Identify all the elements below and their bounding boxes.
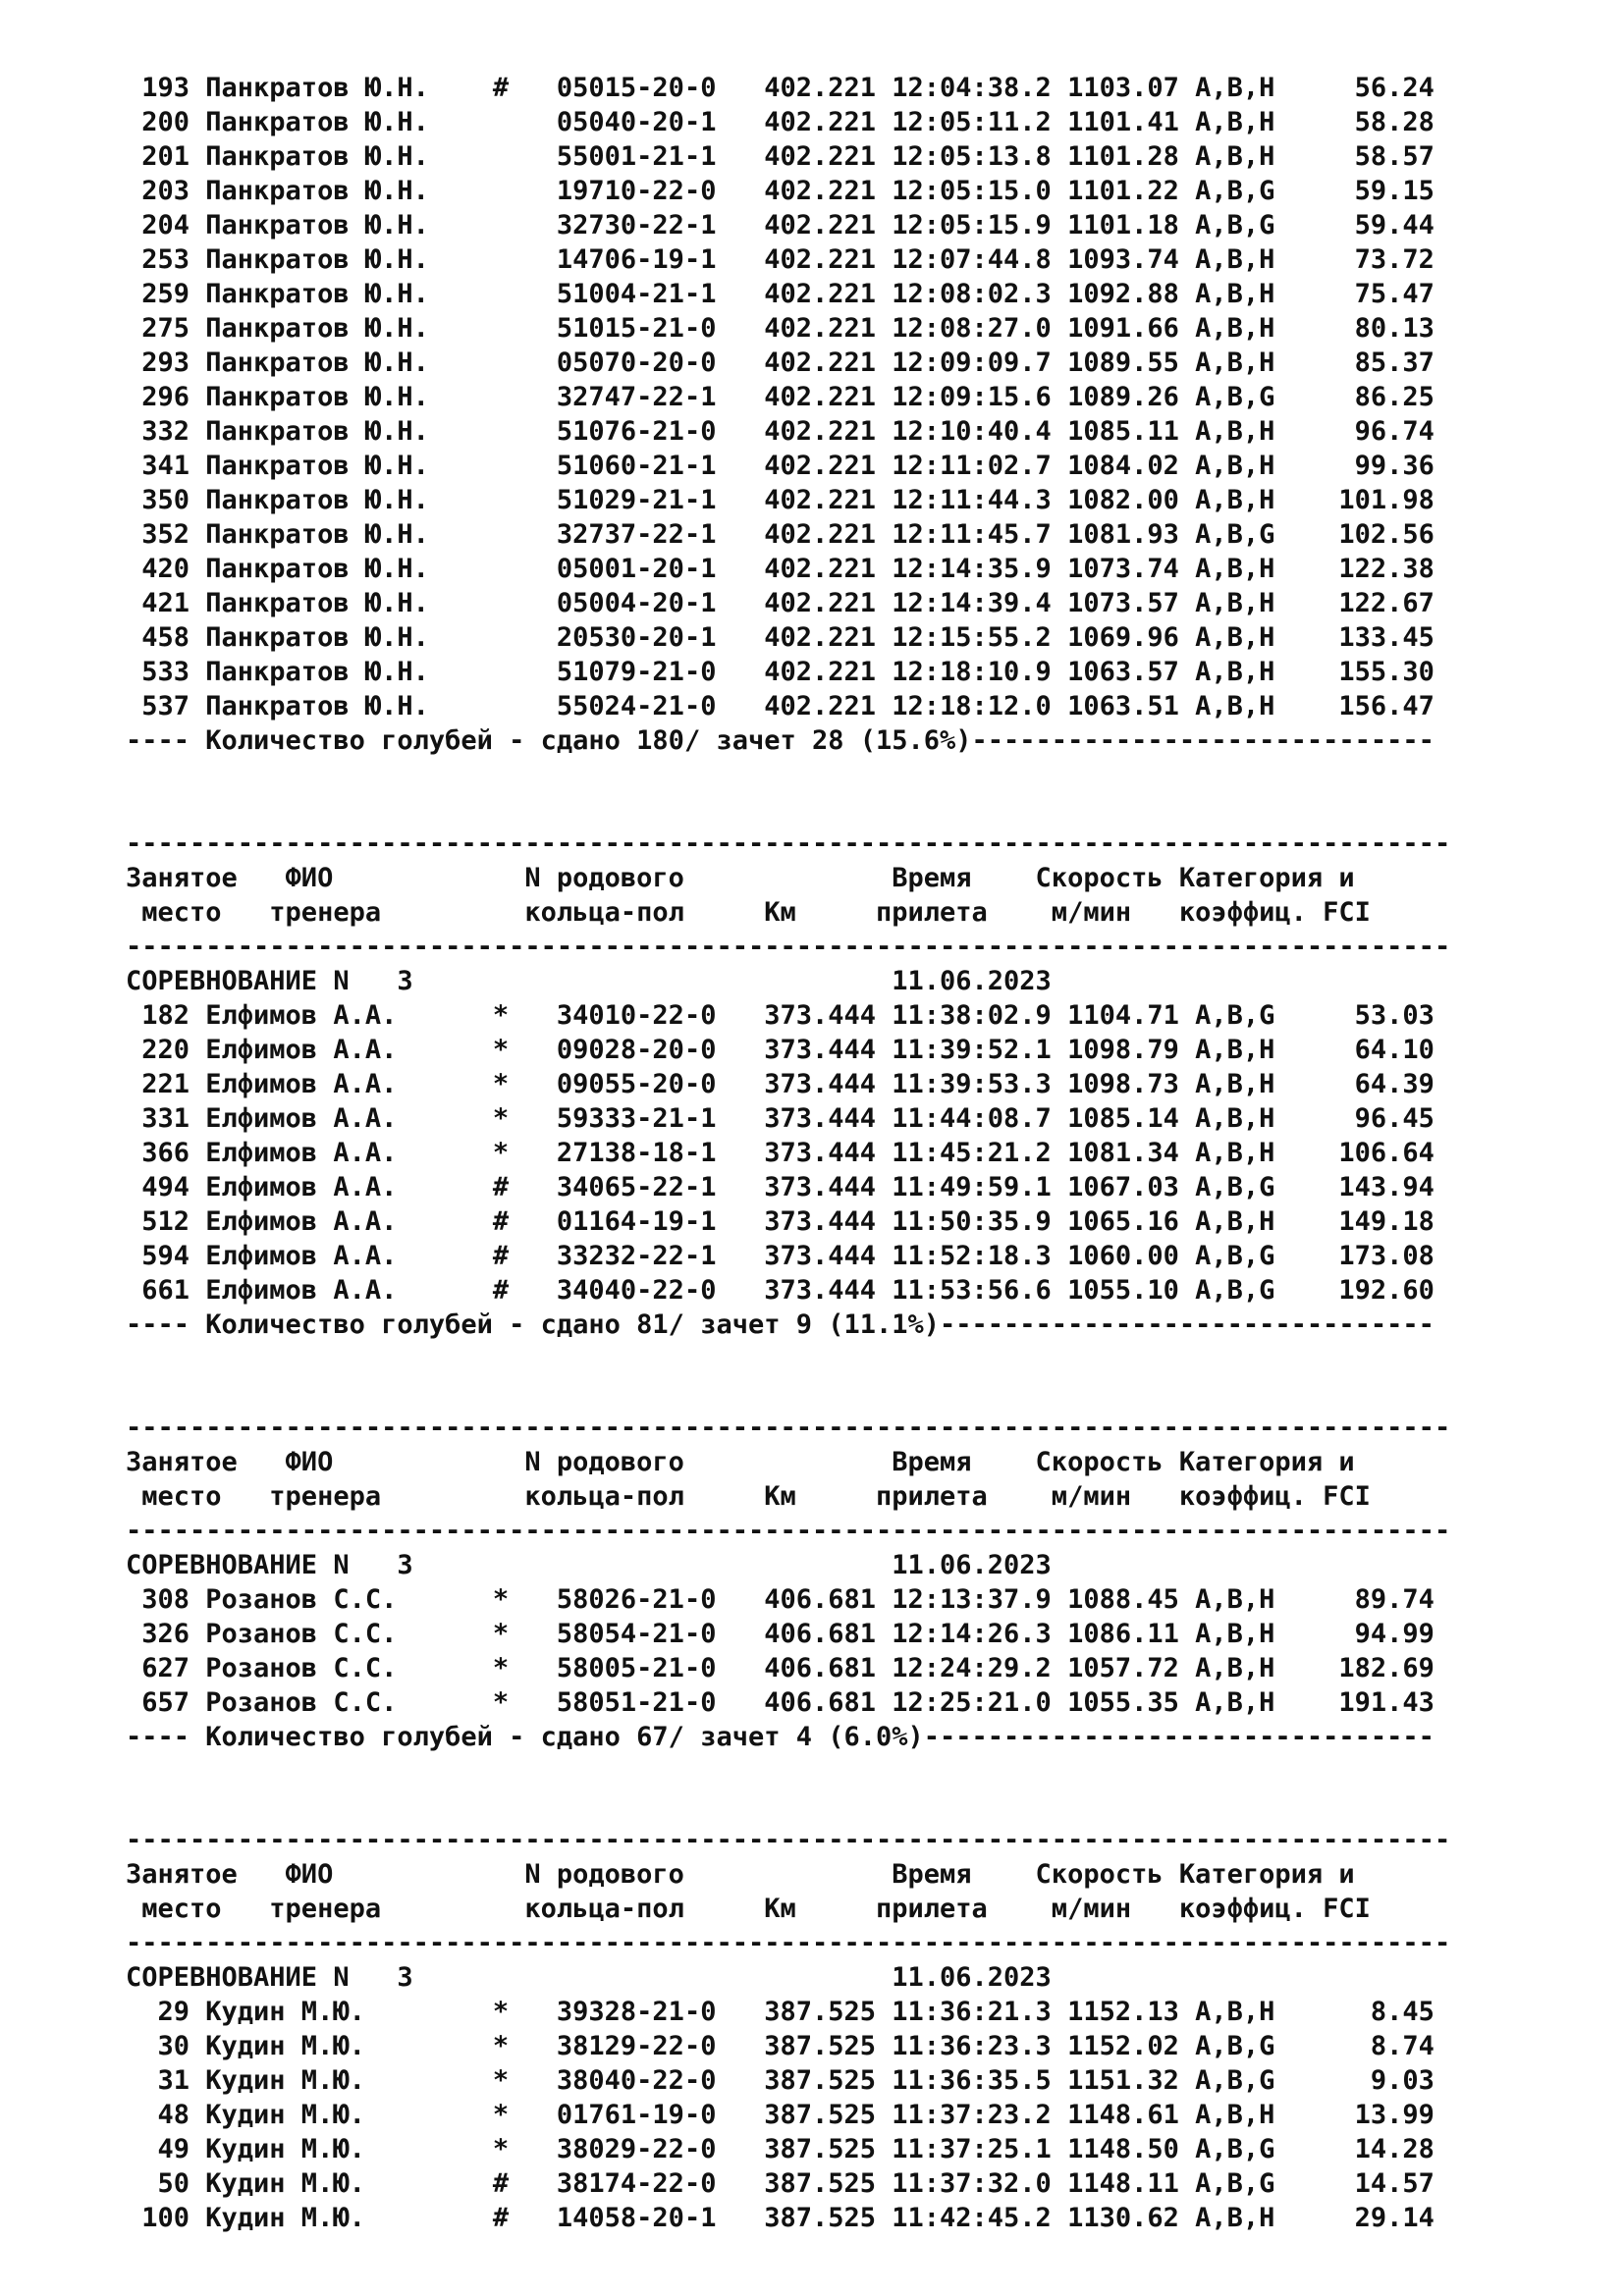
result-row: 31 Кудин М.Ю. * 38040-22-0 387.525 11:36:35.5 1151.32 A,B,G 9.03	[126, 2065, 1435, 2096]
result-row: 221 Елфимов А.А. * 09055-20-0 373.444 11:39:53.3 1098.73 A,B,H 64.39	[126, 1069, 1435, 1099]
result-row: 259 Панкратов Ю.Н. 51004-21-1 402.221 12:08:02.3 1092.88 A,B,H 75.47	[126, 279, 1435, 309]
result-row: 537 Панкратов Ю.Н. 55024-21-0 402.221 12:18:12.0 1063.51 A,B,H 156.47	[126, 691, 1435, 721]
result-row: 627 Розанов С.С. * 58005-21-0 406.681 12:24:29.2 1057.72 A,B,H 182.69	[126, 1653, 1435, 1683]
result-row: 594 Елфимов А.А. # 33232-22-1 373.444 11:52:18.3 1060.00 A,B,G 173.08	[126, 1241, 1435, 1271]
header-line: Занятое ФИО N родового Время Скорость Категория и	[126, 863, 1355, 893]
summary-line: ---- Количество голубей - сдано 67/ зачет 4 (6.0%)--------------------------------	[126, 1722, 1435, 1752]
result-row: 220 Елфимов А.А. * 09028-20-0 373.444 11:39:52.1 1098.79 A,B,H 64.10	[126, 1035, 1435, 1065]
summary-line: ---- Количество голубей - сдано 180/ зачет 28 (15.6%)-----------------------------	[126, 725, 1435, 756]
header-rule: -----------------------------------------------------------------------------------	[126, 1825, 1451, 1855]
result-row: 50 Кудин М.Ю. # 38174-22-0 387.525 11:37:32.0 1148.11 A,B,G 14.57	[126, 2168, 1435, 2199]
result-row: 296 Панкратов Ю.Н. 32747-22-1 402.221 12:09:15.6 1089.26 A,B,G 86.25	[126, 382, 1435, 412]
result-row: 308 Розанов С.С. * 58026-21-0 406.681 12:13:37.9 1088.45 A,B,H 89.74	[126, 1584, 1435, 1615]
result-row: 49 Кудин М.Ю. * 38029-22-0 387.525 11:37:25.1 1148.50 A,B,G 14.28	[126, 2134, 1435, 2164]
competition-line: СОРЕВНОВАНИЕ N 3 11.06.2023	[126, 966, 1052, 996]
result-row: 494 Елфимов А.А. # 34065-22-1 373.444 11:49:59.1 1067.03 A,B,G 143.94	[126, 1172, 1435, 1202]
result-row: 657 Розанов С.С. * 58051-21-0 406.681 12:25:21.0 1055.35 A,B,H 191.43	[126, 1687, 1435, 1718]
result-row: 352 Панкратов Ю.Н. 32737-22-1 402.221 12:11:45.7 1081.93 A,B,G 102.56	[126, 519, 1435, 550]
header-line: Занятое ФИО N родового Время Скорость Категория и	[126, 1447, 1355, 1477]
result-row: 100 Кудин М.Ю. # 14058-20-1 387.525 11:42:45.2 1130.62 A,B,H 29.14	[126, 2203, 1435, 2233]
result-row: 30 Кудин М.Ю. * 38129-22-0 387.525 11:36:23.3 1152.02 A,B,G 8.74	[126, 2031, 1435, 2061]
result-row: 331 Елфимов А.А. * 59333-21-1 373.444 11:44:08.7 1085.14 A,B,H 96.45	[126, 1103, 1435, 1134]
spacer	[126, 792, 1450, 827]
result-row: 661 Елфимов А.А. # 34040-22-0 373.444 11:53:56.6 1055.10 A,B,G 192.60	[126, 1275, 1435, 1306]
header-rule: -----------------------------------------------------------------------------------	[126, 1413, 1451, 1443]
result-row: 420 Панкратов Ю.Н. 05001-20-1 402.221 12:14:35.9 1073.74 A,B,H 122.38	[126, 554, 1435, 584]
header-line: место тренера кольца-пол Км прилета м/мин коэффиц. FCI	[126, 1894, 1371, 1924]
summary-line: ---- Количество голубей - сдано 81/ зачет 9 (11.1%)-------------------------------	[126, 1309, 1435, 1340]
result-row: 350 Панкратов Ю.Н. 51029-21-1 402.221 12:11:44.3 1082.00 A,B,H 101.98	[126, 485, 1435, 515]
result-row: 193 Панкратов Ю.Н. # 05015-20-0 402.221 12:04:38.2 1103.07 A,B,H 56.24	[126, 73, 1435, 103]
result-row: 293 Панкратов Ю.Н. 05070-20-0 402.221 12:09:09.7 1089.55 A,B,H 85.37	[126, 347, 1435, 378]
result-row: 366 Елфимов А.А. * 27138-18-1 373.444 11:45:21.2 1081.34 A,B,H 106.64	[126, 1138, 1435, 1168]
spacer	[126, 1754, 1450, 1789]
result-row: 29 Кудин М.Ю. * 39328-21-0 387.525 11:36:21.3 1152.13 A,B,H 8.45	[126, 1997, 1435, 2027]
result-row: 341 Панкратов Ю.Н. 51060-21-1 402.221 12:11:02.7 1084.02 A,B,H 99.36	[126, 451, 1435, 481]
result-row: 200 Панкратов Ю.Н. 05040-20-1 402.221 12:05:11.2 1101.41 A,B,H 58.28	[126, 107, 1435, 137]
result-row: 332 Панкратов Ю.Н. 51076-21-0 402.221 12:10:40.4 1085.11 A,B,H 96.74	[126, 416, 1435, 447]
spacer	[126, 758, 1450, 792]
header-rule: -----------------------------------------------------------------------------------	[126, 1516, 1451, 1546]
header-rule: -----------------------------------------------------------------------------------	[126, 828, 1451, 859]
spacer	[126, 1342, 1450, 1376]
result-row: 182 Елфимов А.А. * 34010-22-0 373.444 11:38:02.9 1104.71 A,B,G 53.03	[126, 1000, 1435, 1031]
result-row: 533 Панкратов Ю.Н. 51079-21-0 402.221 12:18:10.9 1063.57 A,B,H 155.30	[126, 657, 1435, 687]
result-row: 253 Панкратов Ю.Н. 14706-19-1 402.221 12:07:44.8 1093.74 A,B,H 73.72	[126, 244, 1435, 275]
header-line: место тренера кольца-пол Км прилета м/мин коэффиц. FCI	[126, 1481, 1371, 1512]
spacer	[126, 1789, 1450, 1823]
header-line: Занятое ФИО N родового Время Скорость Категория и	[126, 1859, 1355, 1890]
result-row: 204 Панкратов Ю.Н. 32730-22-1 402.221 12:05:15.9 1101.18 A,B,G 59.44	[126, 210, 1435, 240]
header-line: место тренера кольца-пол Км прилета м/мин коэффиц. FCI	[126, 897, 1371, 928]
result-row: 421 Панкратов Ю.Н. 05004-20-1 402.221 12:14:39.4 1073.57 A,B,H 122.67	[126, 588, 1435, 618]
spacer	[126, 1376, 1450, 1411]
header-rule: -----------------------------------------------------------------------------------	[126, 932, 1451, 962]
result-row: 201 Панкратов Ю.Н. 55001-21-1 402.221 12:05:13.8 1101.28 A,B,H 58.57	[126, 141, 1435, 172]
header-rule: -----------------------------------------------------------------------------------	[126, 1928, 1451, 1958]
result-row: 512 Елфимов А.А. # 01164-19-1 373.444 11:50:35.9 1065.16 A,B,H 149.18	[126, 1206, 1435, 1237]
result-row: 458 Панкратов Ю.Н. 20530-20-1 402.221 12:15:55.2 1069.96 A,B,H 133.45	[126, 622, 1435, 653]
competition-line: СОРЕВНОВАНИЕ N 3 11.06.2023	[126, 1550, 1052, 1580]
result-row: 275 Панкратов Ю.Н. 51015-21-0 402.221 12:08:27.0 1091.66 A,B,H 80.13	[126, 313, 1435, 344]
result-row: 48 Кудин М.Ю. * 01761-19-0 387.525 11:37:23.2 1148.61 A,B,H 13.99	[126, 2100, 1435, 2130]
result-row: 326 Розанов С.С. * 58054-21-0 406.681 12:14:26.3 1086.11 A,B,H 94.99	[126, 1619, 1435, 1649]
result-row: 203 Панкратов Ю.Н. 19710-22-0 402.221 12:05:15.0 1101.22 A,B,G 59.15	[126, 176, 1435, 206]
results-report	[126, 71, 1450, 2235]
competition-line: СОРЕВНОВАНИЕ N 3 11.06.2023	[126, 1962, 1052, 1993]
